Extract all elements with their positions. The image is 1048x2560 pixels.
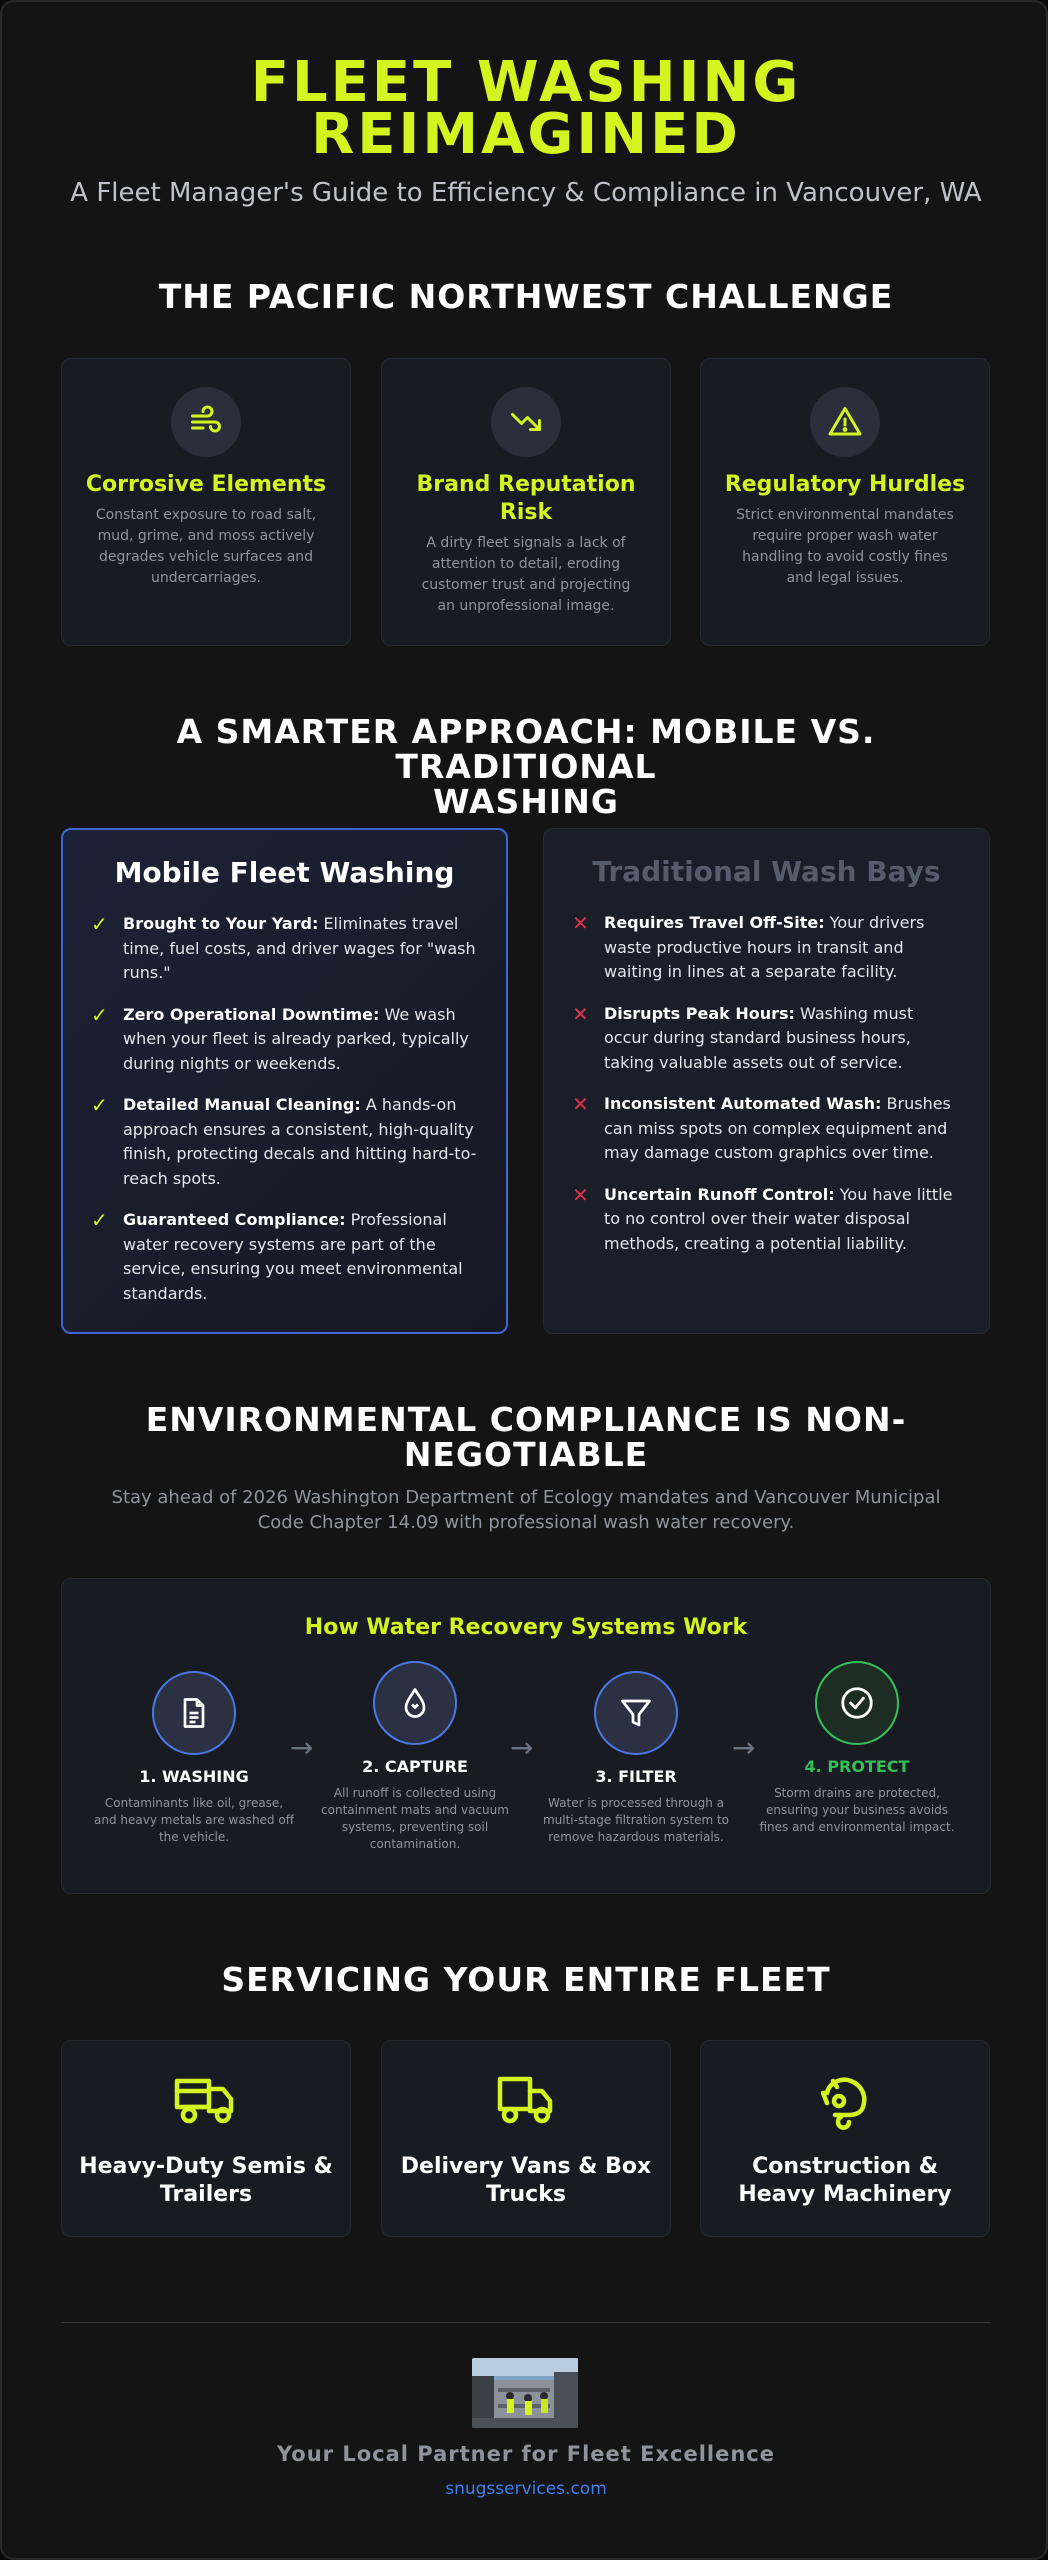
challenge-card-regulatory <box>700 358 990 646</box>
step-label: 1. WASHING <box>139 1767 249 1786</box>
environment-heading-line2: NEGOTIABLE <box>403 1435 649 1474</box>
environment-subtitle: Stay ahead of 2026 Washington Department of Ecology mandates and Vancouver Municipal Code Chapter 14.09 with professional wash water recovery. <box>111 1487 941 1533</box>
challenge-card-title: Corrosive Elements <box>85 472 327 497</box>
item-bold: Zero Operational Downtime: <box>123 1004 380 1024</box>
arrow-icon: → <box>510 1731 534 1764</box>
check-icon: ✓ <box>91 1208 108 1232</box>
arrow-icon: → <box>290 1731 314 1764</box>
item-bold: Requires Travel Off-Site: <box>604 913 825 932</box>
item-bold: Brought to Your Yard: <box>123 914 319 933</box>
step-text: All runoff is collected using containment mats and vacuum systems, preventing soil contamination. <box>321 1786 509 1851</box>
item-text: A hands-on approach ensures a consistent, high-quality finish, protecting decals and hitting hard-to-reach spots. <box>123 1095 477 1188</box>
challenge-card-text: Strict environmental mandates require proper wash water handling to avoid costly fines and legal issues. <box>736 507 954 586</box>
item-text: Brushes can miss spots on complex equipment and may damage custom graphics over time. <box>604 1094 951 1162</box>
hero-title <box>61 50 991 167</box>
x-icon: ✕ <box>572 1001 589 1026</box>
trend-down-icon <box>491 387 561 457</box>
x-icon: ✕ <box>572 1182 589 1207</box>
item-bold: Guaranteed Compliance: <box>123 1210 346 1229</box>
fleet-card-construction <box>700 2040 990 2237</box>
comparison-heading-line2: WASHING <box>433 782 619 821</box>
step-text: Contaminants like oil, grease, and heavy metals are washed off the vehicle. <box>94 1796 294 1844</box>
list-item <box>572 911 961 985</box>
step-label: 4. PROTECT <box>804 1757 910 1776</box>
fleet-card-label: Heavy-Duty Semis & Trailers <box>79 2154 333 2207</box>
comparison-heading-line1: A SMARTER APPROACH: MOBILE VS. TRADITIONAL <box>176 712 876 786</box>
list-item <box>91 912 478 986</box>
footer-divider <box>61 2322 991 2323</box>
mobile-benefits-list <box>91 912 478 1323</box>
x-icon: ✕ <box>572 911 589 935</box>
footer-website-link[interactable]: snugsservices.com <box>445 2479 607 2499</box>
challenge-card-title: Brand Reputation Risk <box>416 472 636 525</box>
item-text: We wash when your fleet is already parked, typically during nights or weekends. <box>123 1004 469 1073</box>
item-bold: Uncertain Runoff Control: <box>604 1184 835 1204</box>
list-item <box>91 1093 478 1191</box>
item-text: Professional water recovery systems are part of the service, ensuring you meet environmental standards. <box>123 1210 463 1303</box>
fleet-card-semis <box>61 2040 351 2237</box>
challenge-card-corrosive <box>61 358 351 646</box>
hero-subtitle: A Fleet Manager's Guide to Efficiency & Compliance in Vancouver, WA <box>70 178 982 208</box>
check-icon: ✓ <box>91 1093 108 1117</box>
item-text: Your drivers waste productive hours in transit and waiting in lines at a separate facility. <box>604 913 925 981</box>
fleet-card-label: Delivery Vans & Box Trucks <box>400 2154 652 2207</box>
item-text: You have little to no control over their water disposal methods, creating a potential liability. <box>604 1184 953 1253</box>
item-text: Washing must occur during standard business hours, taking valuable assets out of service. <box>604 1003 914 1072</box>
arrow-icon: → <box>732 1731 756 1764</box>
mobile-washing-title: Mobile Fleet Washing <box>114 856 455 889</box>
fleet-heading: SERVICING YOUR ENTIRE FLEET <box>221 1960 831 1999</box>
challenge-card-text: Constant exposure to road salt, mud, grime, and moss actively degrades vehicle surfaces and undercarriages. <box>95 507 317 586</box>
wind-icon <box>171 387 241 457</box>
footer-tagline: Your Local Partner for Fleet Excellence <box>277 2442 775 2466</box>
step-text: Storm drains are protected, ensuring your business avoids fines and environmental impact. <box>759 1786 955 1834</box>
semi-truck-icon <box>173 2071 239 2131</box>
step-label: 2. CAPTURE <box>362 1757 468 1776</box>
step-label: 3. FILTER <box>595 1767 677 1786</box>
warning-triangle-icon <box>810 387 880 457</box>
item-text: Eliminates travel time, fuel costs, and driver wages for "wash runs." <box>123 914 476 982</box>
check-circle-icon <box>815 1661 899 1745</box>
x-icon: ✕ <box>572 1092 589 1116</box>
workers-washing-photo <box>472 2358 578 2428</box>
item-bold: Inconsistent Automated Wash: <box>604 1094 882 1113</box>
water-recovery-box <box>61 1578 991 1894</box>
water-recovery-title: How Water Recovery Systems Work <box>304 1615 748 1640</box>
list-item <box>91 1003 478 1077</box>
challenge-card-title: Regulatory Hurdles <box>724 472 966 497</box>
challenge-card-brand <box>381 358 671 646</box>
traditional-washing-card <box>543 828 990 1334</box>
step-text: Water is processed through a multi-stage filtration system to remove hazardous materials. <box>542 1796 730 1844</box>
mobile-washing-card <box>61 828 508 1334</box>
check-icon: ✓ <box>91 912 108 936</box>
water-drop-icon <box>373 1661 457 1745</box>
list-item <box>572 1092 961 1166</box>
document-icon <box>152 1671 236 1755</box>
traditional-drawbacks-list <box>572 911 961 1273</box>
list-item <box>572 1183 961 1257</box>
challenge-heading: THE PACIFIC NORTHWEST CHALLENGE <box>158 277 894 316</box>
check-icon: ✓ <box>91 1002 108 1027</box>
item-bold: Disrupts Peak Hours: <box>604 1003 795 1023</box>
fleet-card-vans <box>381 2040 671 2237</box>
fleet-card-label: Construction & Heavy Machinery <box>738 2154 952 2207</box>
hero-title-line1: FLEET WASHING <box>250 50 802 115</box>
hero-title-line2: REIMAGINED <box>311 102 741 167</box>
filter-icon <box>594 1671 678 1755</box>
list-item <box>91 1208 478 1306</box>
box-truck-icon <box>496 2071 556 2131</box>
challenge-card-text: A dirty fleet signals a lack of attention to detail, eroding customer trust and projecting an unprofessional image. <box>421 535 631 614</box>
list-item <box>572 1002 961 1076</box>
comparison-heading <box>61 714 991 819</box>
excavator-icon <box>813 2071 877 2139</box>
environment-heading <box>61 1402 991 1472</box>
item-bold: Detailed Manual Cleaning: <box>123 1095 361 1114</box>
environment-heading-line1: ENVIRONMENTAL COMPLIANCE IS NON- <box>145 1400 907 1439</box>
traditional-washing-title: Traditional Wash Bays <box>592 855 941 888</box>
